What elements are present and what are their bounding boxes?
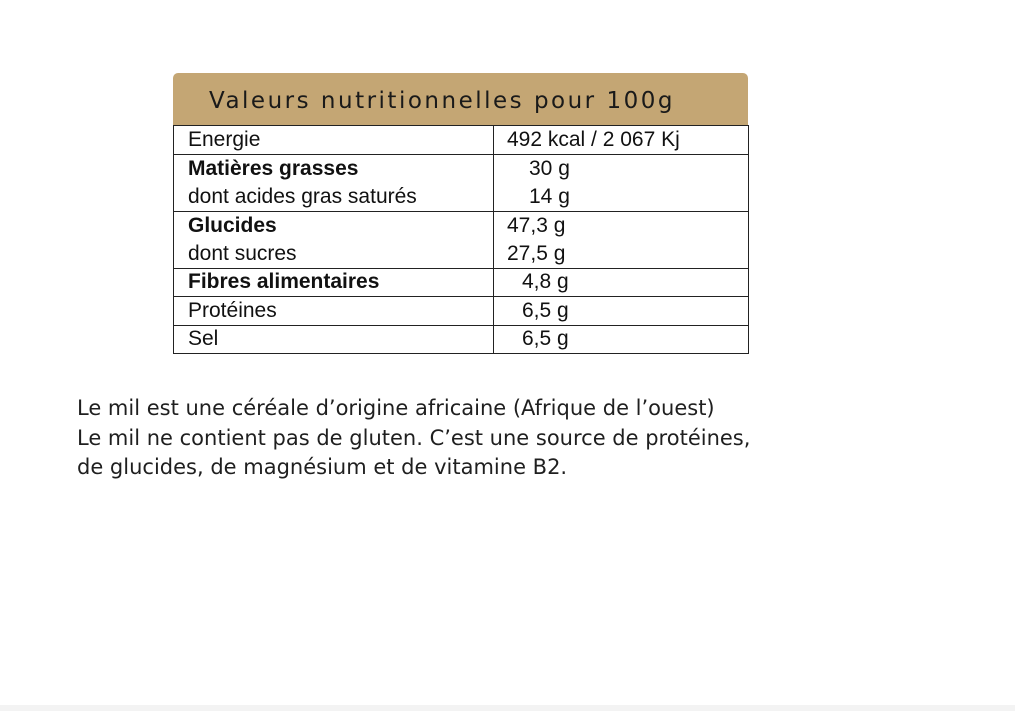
row-value-sugars: 27,5 g [507,241,566,265]
row-value-saturated-fat: 14 g [529,184,570,208]
table-row [174,126,749,155]
row-value-carbs: 47,3 g [507,213,566,237]
protein-group [174,297,749,326]
clipped-text-marks: ​ [77,491,80,515]
table-row [174,268,749,297]
fat-group [174,154,749,211]
energy-group [174,126,749,155]
row-label-fat: Matières grasses [174,154,494,183]
salt-group [174,325,749,354]
bottom-edge [0,705,1015,711]
product-description [77,394,977,483]
table-row [174,240,749,269]
row-label-carbs: Glucides [174,211,494,240]
row-value-fiber: 4,8 g [522,270,569,294]
nutrition-table-title: Valeurs nutritionnelles pour 100g [173,73,748,125]
table-row [174,211,749,240]
nutrition-table-body [173,125,749,354]
row-label-sugars: dont sucres [174,240,494,269]
row-label-salt: Sel [174,325,494,354]
carbs-group [174,211,749,268]
description-line: Le mil ne contient pas de gluten. C’est une source de protéines, [77,425,751,450]
description-line: de glucides, de magnésium et de vitamine B2. [77,455,568,479]
description-line: Le mil est une céréale d’origine africaine (Afrique de l’ouest) [77,396,715,420]
table-row [174,183,749,212]
row-value-salt: 6,5 g [522,327,569,351]
clipped-text-fragment [77,491,147,515]
row-label-protein: Protéines [174,297,494,326]
nutrition-facts-table [173,73,748,354]
table-row [174,325,749,354]
table-row [174,297,749,326]
row-value-energy: 492 kcal / 2 067 Kj [507,127,680,151]
row-label-fiber: Fibres alimentaires [174,268,494,297]
row-value-fat: 30 g [529,156,570,180]
row-label-saturated-fat: dont acides gras saturés [174,183,494,212]
table-row [174,154,749,183]
fiber-group [174,268,749,297]
row-value-protein: 6,5 g [522,298,569,322]
row-label-energy: Energie [174,126,494,155]
